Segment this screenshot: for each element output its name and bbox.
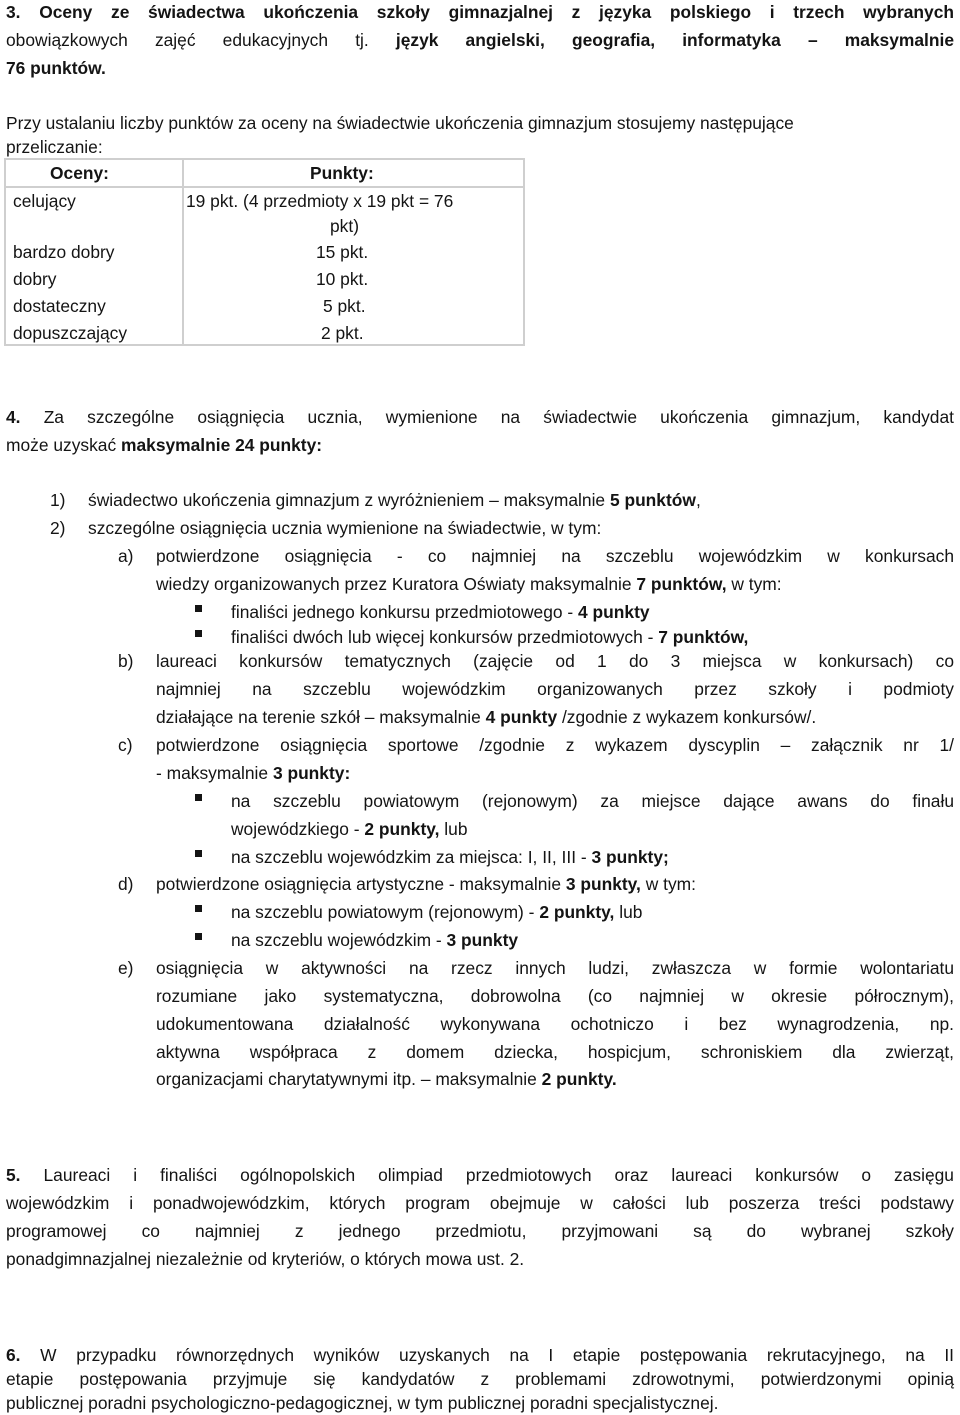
s4-number: 4. [6,407,21,427]
item-e-line-3: udokumentowana działalność wykonywana ochotniczo i bez wynagrodzenia, np. [156,1014,954,1034]
table-row-points: 15 pkt. [316,242,369,262]
item-c-line-2 [156,762,350,784]
item-c-letter: c) [118,735,133,755]
db2b: 3 punkty [446,930,519,950]
s6-line-1 [6,1344,954,1366]
item-d-bullet-2 [231,929,518,951]
table-row-grade: bardzo dobry [13,242,115,262]
item-e-line-1: osiągnięcia w aktywności na rzecz innych ludzi, zwłaszcza w formie wolontariatu [156,958,954,978]
s3-l1c: i trzech wybranych [751,2,954,22]
item-a-line-1: potwierdzone osiągnięcia - co najmniej na szczeblu wojewódzkim w konkursach [156,546,954,566]
item-a-letter: a) [118,546,134,566]
s4-l2a: może uzyskać [6,435,122,455]
i1a: świadectwo ukończenia gimnazjum z wyróżnieniem – maksymalnie [88,490,610,510]
db1b: 2 punkty, [539,902,615,922]
cb1d: lub [439,819,468,839]
s3-l2b: język angielski, geografia, informatyka – maksymalnie [395,30,954,50]
db1c: lub [614,902,643,922]
s3-l1b: języka polskiego [599,2,752,22]
cb2b: 3 punkty; [591,847,669,867]
item-e-line-4: aktywna współpraca z domem dziecka, hospicjum, schroniskiem dla zwierząt, [156,1042,954,1062]
c2b: 3 punkty: [272,763,351,783]
bullet-icon [195,605,202,612]
item-c-bullet-1-cont [231,818,468,840]
item-b-line-1: laureaci konkursów tematycznych (zajęcie od 1 do 3 miejsca w konkursach) co [156,651,954,671]
item-e-letter: e) [118,958,134,978]
table-row-points-cont: pkt) [330,216,359,236]
grade-table [4,158,525,346]
e5a: organizacjami charytatywnymi itp. – maksymalnie [156,1069,542,1089]
item-b-letter: b) [118,651,134,671]
item-2-text: szczególne osiągnięcia ucznia wymienione na świadectwie, w tym: [88,518,602,538]
item-b-line-3 [156,706,816,728]
item-b-line-2: najmniej na szczeblu wojewódzkim organizowanych przez szkoły i podmioty [156,679,954,699]
table-header-divider [6,186,523,188]
c2a: - maksymalnie [156,763,273,783]
a2b: 7 punktów, [636,574,727,594]
table-row-grade: celujący [13,191,76,211]
item-c-bullet-1: na szczeblu powiatowym (rejonowym) za miejsce dające awans do finału [231,791,954,811]
s5-number: 5. [6,1165,21,1185]
table-row-points: 19 pkt. (4 przedmioty x 19 pkt = 76 [186,191,454,211]
ab1b: 4 punkty [578,602,650,622]
s6-number: 6. [6,1345,21,1365]
b3b: 4 punkty [485,707,558,727]
table-row-grade: dostateczny [13,296,106,316]
s4-line-2 [6,434,322,456]
s3-intro-2: przeliczanie: [6,137,103,157]
s4-line-1 [6,406,954,428]
cb1b: wojewódzkiego - [231,819,365,839]
item-a-bullet-1 [231,601,650,623]
s3-l1a: Oceny ze świadectwa ukończenia szkoły gimnazjalnej z [39,2,600,22]
table-row-points: 10 pkt. [316,269,369,289]
s6-line-3: publicznej poradni psychologiczno-pedagogicznej, w tym publicznej poradni specjalistycznej. [6,1393,719,1413]
b3c: /zgodnie z wykazem konkursów/. [557,707,817,727]
cb1c: 2 punkty, [364,819,440,839]
s5-l1: Laureaci i finaliści ogólnopolskich olimpiad przedmiotowych oraz laureaci konkursów o zasięgu [43,1165,954,1185]
ab2a: finaliści dwóch lub więcej konkursów przedmiotowych - [231,627,659,647]
cb2a: na szczeblu wojewódzkim za miejsca: I, II, III - [231,847,592,867]
bullet-icon [195,630,202,637]
bullet-icon [195,905,202,912]
s5-line-4: ponadgimnazjalnej niezależnie od kryteriów, o których mowa ust. 2. [6,1249,525,1269]
item-d-bullet-1 [231,901,642,923]
item-e-line-2: rozumiane jako systematyczna, dobrowolna (co najmniej w okresie półrocznym), [156,986,954,1006]
b3a: działające na terenie szkół – maksymalnie [156,707,486,727]
table-row-points: 5 pkt. [323,296,366,316]
bullet-icon [195,933,202,940]
item-e-line-5 [156,1068,617,1090]
s5-line-2: wojewódzkim i ponadwojewódzkim, których program obejmuje w całości lub poszerza treści podstawy [6,1193,954,1213]
table-row-grade: dobry [13,269,57,289]
item-d-letter: d) [118,874,134,894]
d1a: potwierdzone osiągnięcia artystyczne - maksymalnie [156,874,566,894]
item-a-bullet-2 [231,626,748,648]
s6-l1: W przypadku równorzędnych wyników uzyskanych na I etapie postępowania rekrutacyjnego, na II [40,1345,954,1365]
item-1-text [88,489,701,511]
ab1a: finaliści jednego konkursu przedmiotowego - [231,602,579,622]
table-header-points: Punkty: [310,163,374,183]
s4-l1: Za szczególne osiągnięcia ucznia, wymienione na świadectwie ukończenia gimnazjum, kandydat [43,407,954,427]
item-d-line-1 [156,873,696,895]
table-row-grade: dopuszczający [13,323,128,343]
s3-line-2 [6,29,954,51]
s6-line-2: etapie postępowania przyjmuje się kandydatów z problemami zdrowotnymi, potwierdzonymi opinią [6,1369,954,1389]
i1b: 5 punktów [609,490,696,510]
s3-intro-1: Przy ustalaniu liczby punktów za oceny na świadectwie ukończenia gimnazjum stosujemy następujące [6,113,794,133]
s3-line-3 [6,57,106,79]
db2a: na szczeblu wojewódzkim - [231,930,447,950]
d1c: w tym: [640,874,696,894]
s4-l2b: maksymalnie 24 punkty: [121,435,323,455]
bullet-icon [195,850,202,857]
s5-line-1 [6,1164,954,1186]
e5b: 2 punkty. [541,1069,617,1089]
table-header-grade: Oceny: [50,163,109,183]
bullet-icon [195,794,202,801]
s3-number: 3. [6,2,21,22]
s3-line-1 [6,1,954,23]
d1b: 3 punkty, [565,874,641,894]
item-c-line-1: potwierdzone osiągnięcia sportowe /zgodnie z wykazem dyscyplin – załącznik nr 1/ [156,735,954,755]
s3-l3: 76 punktów. [6,58,106,78]
a2a: wiedzy organizowanych przez Kuratora Oświaty maksymalnie [156,574,637,594]
s3-l2a: obowiązkowych zajęć edukacyjnych tj. [6,30,396,50]
table-row-points: 2 pkt. [321,323,364,343]
db1a: na szczeblu powiatowym (rejonowym) - [231,902,540,922]
a2c: w tym: [726,574,782,594]
ab2b: 7 punktów, [658,627,749,647]
s5-line-3: programowej co najmniej z jednego przedmiotu, przyjmowani są do wybranej szkoły [6,1221,954,1241]
i1c: , [695,490,701,510]
item-c-bullet-2 [231,846,669,868]
item-a-line-2 [156,573,782,595]
item-2-number: 2) [50,518,66,538]
table-column-divider [182,160,184,344]
item-1-number: 1) [50,490,66,510]
